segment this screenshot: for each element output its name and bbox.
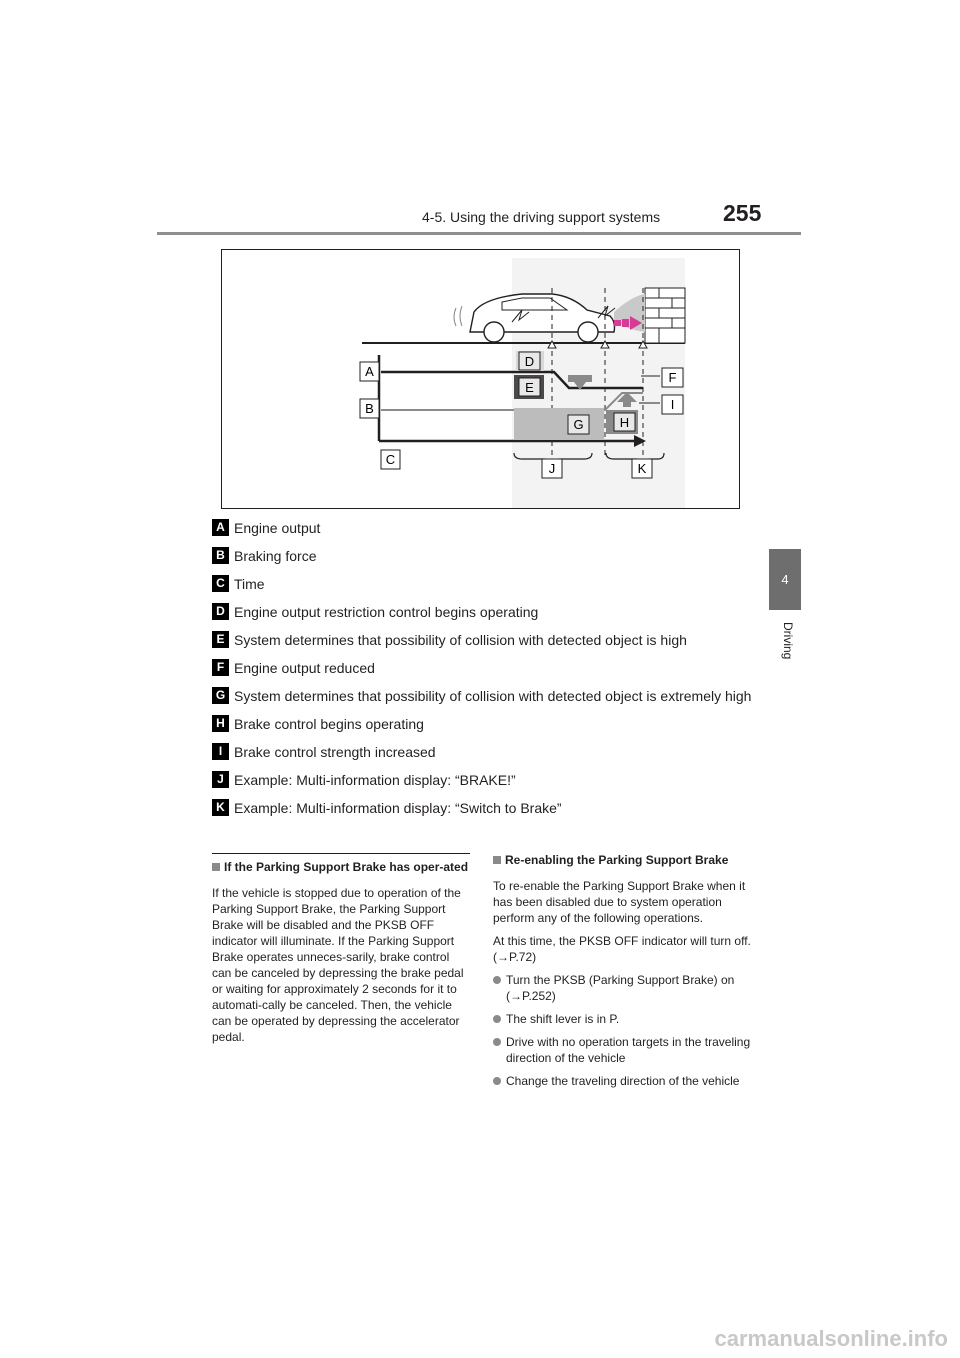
legend-key-e: E — [212, 631, 229, 648]
svg-text:B: B — [365, 401, 374, 416]
bullet-item — [493, 972, 753, 1004]
section-title: 4-5. Using the driving support systems — [422, 209, 661, 225]
header-divider — [157, 232, 801, 235]
bullet-item — [493, 1034, 753, 1066]
legend-text-b: Braking force — [234, 548, 317, 564]
legend-key-j: J — [212, 771, 229, 788]
diagram-label-a — [360, 362, 379, 381]
note-right-heading — [493, 853, 753, 868]
note-right-para1: To re-enable the Parking Support Brake when it has been disabled due to system operation perform any of the following operations. — [493, 879, 746, 925]
legend-key-g: G — [212, 687, 229, 704]
diagram-graphic — [222, 250, 741, 510]
note-right-para2: At this time, the PKSB OFF indicator will turn off. (→P.72) — [493, 934, 751, 964]
legend-text-a: Engine output — [234, 520, 321, 536]
diagram-label-f — [662, 368, 683, 387]
legend-item-h — [212, 713, 772, 735]
svg-text:H: H — [619, 415, 630, 430]
svg-text:E: E — [525, 380, 534, 395]
bullet-dot-icon — [493, 1015, 501, 1023]
svg-text:F: F — [668, 370, 677, 385]
legend-item-b — [212, 545, 772, 567]
svg-text:A: A — [365, 364, 374, 379]
diagram-label-h — [614, 413, 635, 431]
watermark: carmanualsonline.info — [714, 1326, 948, 1351]
legend-item-a — [212, 517, 772, 539]
legend-item-i — [212, 741, 772, 763]
note-left-rule — [212, 853, 470, 854]
legend-key-f: F — [212, 659, 229, 676]
legend-text-i: Brake control strength increased — [234, 744, 436, 760]
svg-text:I: I — [670, 397, 675, 412]
note-left-heading — [212, 860, 470, 875]
pksb-operation-diagram — [221, 249, 740, 509]
legend-item-e — [212, 629, 772, 651]
legend-text-j: Example: Multi-information display: “BRAKE!” — [234, 772, 516, 788]
legend-text-e: System determines that possibility of collision with detected object is high — [234, 632, 687, 648]
note-left-column — [212, 853, 470, 1052]
svg-text:C: C — [385, 452, 396, 467]
bullet-dot-icon — [493, 976, 501, 984]
square-bullet-icon — [493, 856, 501, 864]
chapter-tab: 4 — [769, 549, 801, 610]
svg-text:J: J — [548, 461, 556, 476]
bullet-text: The shift lever is in P. — [506, 1012, 620, 1026]
bullet-item — [493, 1011, 753, 1027]
svg-text:K: K — [637, 461, 647, 476]
legend-text-g: System determines that possibility of collision with detected object is extremely high — [234, 688, 752, 704]
legend-key-k: K — [212, 799, 229, 816]
legend-key-h: H — [212, 715, 229, 732]
legend-text-h: Brake control begins operating — [234, 716, 424, 732]
diagram-label-g — [568, 415, 589, 434]
diagram-label-c — [381, 450, 400, 469]
note-right-column — [493, 853, 753, 1096]
diagram-label-j — [542, 459, 562, 478]
bullet-dot-icon — [493, 1038, 501, 1046]
diagram-label-d — [519, 352, 540, 370]
legend-key-a: A — [212, 519, 229, 536]
diagram-label-k — [632, 459, 652, 478]
legend-item-c — [212, 573, 772, 595]
legend-text-f: Engine output reduced — [234, 660, 375, 676]
svg-text:D: D — [524, 354, 535, 369]
legend-text-d: Engine output restriction control begins operating — [234, 604, 539, 620]
legend-text-k: Example: Multi-information display: “Switch to Brake” — [234, 800, 562, 816]
legend-key-c: C — [212, 575, 229, 592]
legend-item-j — [212, 769, 772, 791]
label-box-g-bg — [514, 408, 604, 440]
diagram-label-e — [519, 378, 540, 396]
legend-item-g — [212, 685, 772, 707]
legend-key-i: I — [212, 743, 229, 760]
page-number: 255 — [723, 200, 762, 226]
svg-text:G: G — [573, 417, 584, 432]
diagram-label-i — [662, 395, 683, 414]
wall-icon — [645, 288, 685, 343]
bullet-dot-icon — [493, 1077, 501, 1085]
diagram-label-b — [360, 399, 379, 418]
note-left-body: If the vehicle is stopped due to operation of the Parking Support Brake, the Parking Support Brake will be disabled and the PKSB OFF indicator will illuminate. If the Parking Support Brake operates unneces-sarily, brake control can be canceled by depressing the brake pedal or waiting for approximately 2 seconds for it to automati-cally be canceled. Then, the vehicle can be operated by depressing the accelerator pedal. — [212, 886, 464, 1044]
square-bullet-icon — [212, 863, 220, 871]
legend-text-c: Time — [234, 576, 265, 592]
bullet-text: Drive with no operation targets in the traveling direction of the vehicle — [506, 1035, 751, 1065]
legend-item-d — [212, 601, 772, 623]
chapter-label: Driving — [781, 622, 795, 660]
note-left-heading-text: If the Parking Support Brake has oper-ated — [224, 860, 469, 874]
legend-list — [212, 517, 772, 825]
legend-item-f — [212, 657, 772, 679]
legend-key-b: B — [212, 547, 229, 564]
legend-item-k — [212, 797, 772, 819]
legend-key-d: D — [212, 603, 229, 620]
note-right-heading-text: Re-enabling the Parking Support Brake — [505, 853, 729, 867]
bullet-item — [493, 1073, 753, 1089]
bullet-text: Change the traveling direction of the vehicle — [506, 1074, 740, 1088]
bullet-text: Turn the PKSB (Parking Support Brake) on (→P.252) — [506, 973, 735, 1003]
